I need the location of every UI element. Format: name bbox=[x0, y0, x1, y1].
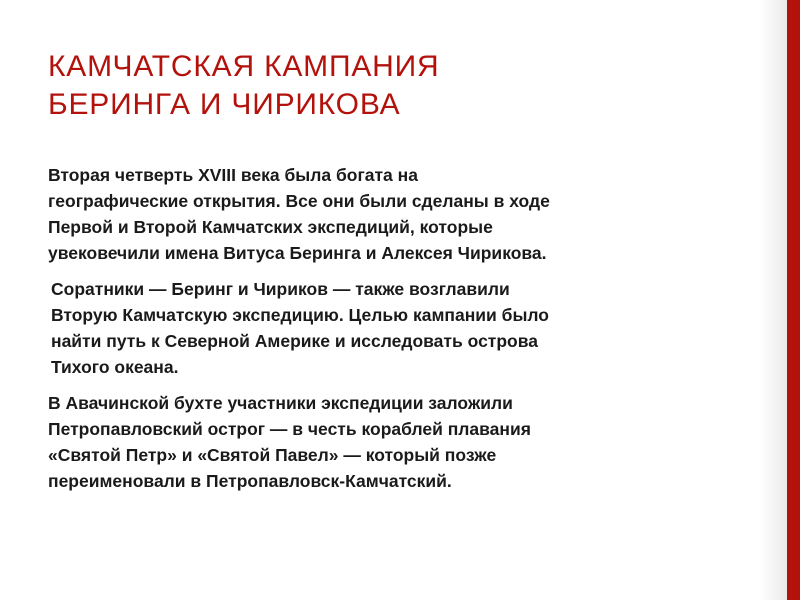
slide-title bbox=[48, 48, 668, 124]
title-line: БЕРИНГА И ЧИРИКОВА bbox=[48, 88, 401, 121]
text-line: «Святой Петр» и «Святой Павел» — который позже bbox=[48, 445, 497, 465]
text-line: Петропавловский острог — в честь кораблей плавания bbox=[48, 419, 531, 439]
paragraph bbox=[48, 276, 698, 380]
text-line: увековечили имена Витуса Беринга и Алексея Чирикова. bbox=[48, 243, 547, 263]
title-line: КАМЧАТСКАЯ КАМПАНИЯ bbox=[48, 50, 440, 83]
text-line: Первой и Второй Камчатских экспедиций, которые bbox=[48, 217, 493, 237]
paragraph bbox=[48, 390, 698, 494]
text-line: Соратники — Беринг и Чириков — также возглавили bbox=[51, 279, 510, 299]
slide-body bbox=[48, 162, 698, 504]
text-line: Тихого океана. bbox=[51, 357, 179, 377]
accent-bar bbox=[787, 0, 800, 600]
text-line: Вторую Камчатскую экспедицию. Целью кампании было bbox=[51, 305, 549, 325]
edge-shadow bbox=[760, 0, 787, 600]
text-line: найти путь к Северной Америке и исследовать острова bbox=[51, 331, 539, 351]
text-line: Вторая четверть XVIII века была богата на bbox=[48, 165, 418, 185]
text-line: переименовали в Петропавловск-Камчатский. bbox=[48, 471, 452, 491]
paragraph bbox=[48, 162, 698, 266]
text-line: географические открытия. Все они были сделаны в ходе bbox=[48, 191, 550, 211]
text-line: В Авачинской бухте участники экспедиции заложили bbox=[48, 393, 513, 413]
